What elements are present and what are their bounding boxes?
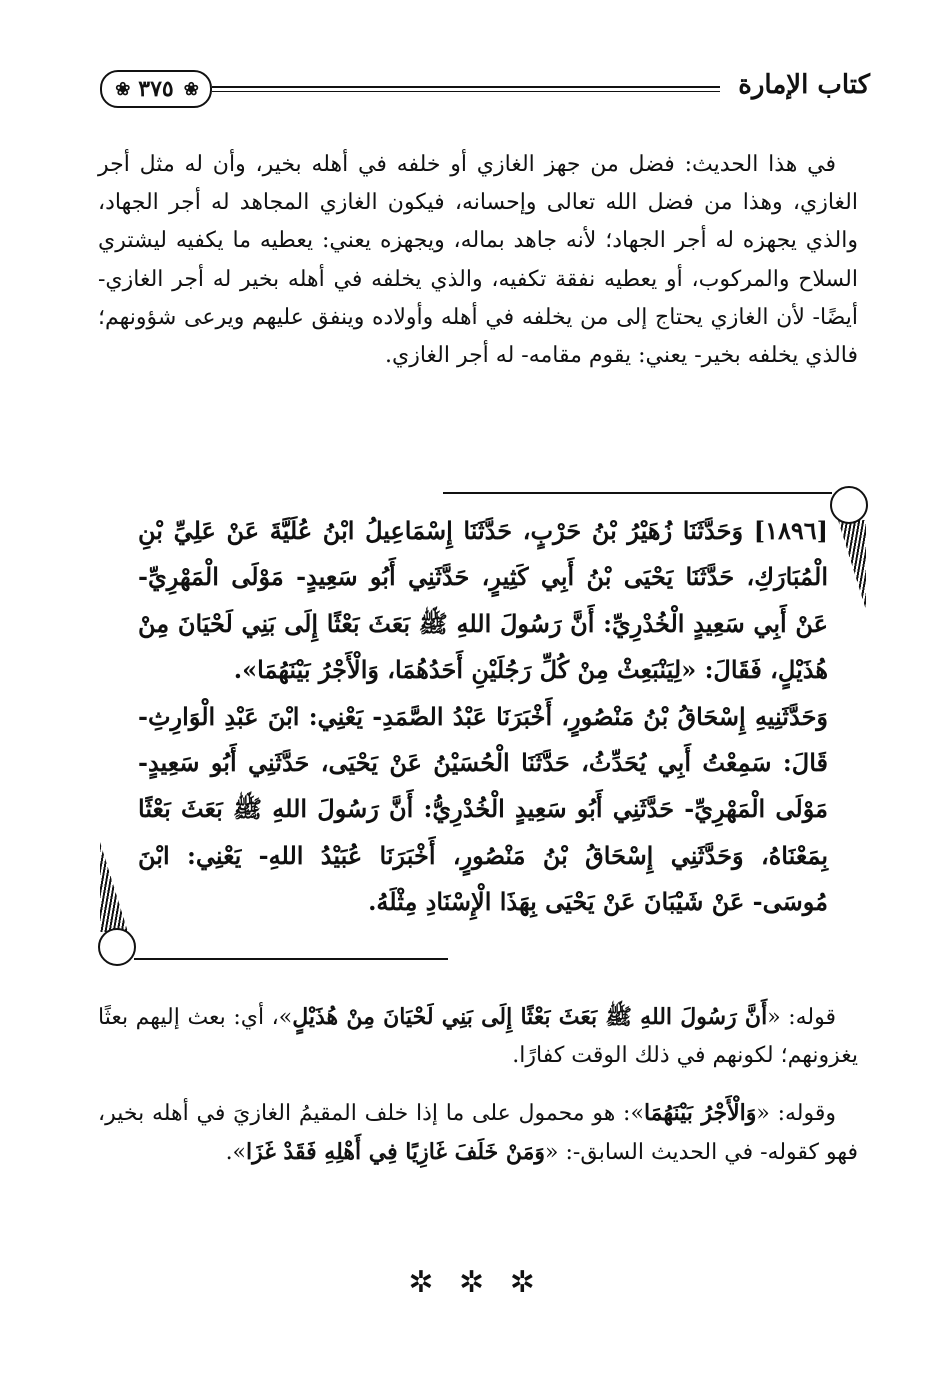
flower-ornament-icon: ❀: [115, 78, 131, 100]
hadith-secondary-chain: وَحَدَّثَنِيهِ إِسْحَاقُ بْنُ مَنْصُورٍ، أَخْبَرَنَا عَبْدُ الصَّمَدِ- يَعْنِي: ابْنَ عَبْدِ الْوَارِثِ- قَالَ: سَمِعْتُ أَبِي يُحَدِّثُ، حَدَّثَنَا الْحُسَيْنُ عَنْ يَحْيَى، حَدَّثَنِي أَبُو سَعِيدٍ- مَوْلَى الْمَهْرِيِّ- حَدَّثَنِي أَبُو سَعِيدٍ الْخُدْرِيُّ: أَنَّ رَسُولَ اللهِ ﷺ بَعَثَ بَعْثًا بِمَعْنَاهُ، وَحَدَّثَنِي إِسْحَاقُ بْنُ مَنْصُورٍ، أَخْبَرَنَا عُبَيْدُ اللهِ- يَعْنِي: ابْنَ مُوسَى- عَنْ شَيْبَانَ عَنْ يَحْيَى بِهَذَا الْإِسْنَادِ مِثْلَهُ.: [138, 701, 828, 917]
section-end-stars: ✲ ✲ ✲: [408, 1265, 543, 1300]
text-segment: قوله: «: [767, 1005, 837, 1030]
frame-bottom-line: [134, 958, 448, 960]
text-segment: وقوله: «: [756, 1101, 836, 1126]
page-number-box: [100, 70, 212, 108]
corner-fan-ornament: [100, 842, 128, 932]
hadith-box: [98, 486, 868, 966]
header-rule: [212, 86, 720, 92]
commentary-paragraph: [98, 1094, 858, 1172]
page-number: ٣٧٥: [138, 76, 174, 102]
text-segment: ».: [225, 1140, 247, 1166]
corner-circle-ornament: [98, 928, 136, 966]
corner-circle-ornament: [830, 486, 868, 524]
quoted-hadith: وَالْأَجْرُ بَيْنَهُمَا: [643, 1100, 757, 1126]
hadith-main: [١٨٩٦] وَحَدَّثَنَا زُهَيْرُ بْنُ حَرْبٍ، حَدَّثَنَا إِسْمَاعِيلُ ابْنُ عُلَيَّةَ عَنْ عَلِيِّ بْنِ الْمُبَارَكِ، حَدَّثَنَا يَحْيَى بْنُ أَبِي كَثِيرٍ، حَدَّثَنِي أَبُو سَعِيدٍ- مَوْلَى الْمَهْرِيِّ- عَنْ أَبِي سَعِيدٍ الْخُدْرِيِّ: أَنَّ رَسُولَ اللهِ ﷺ بَعَثَ بَعْثًا إِلَى بَنِي لَحْيَانَ مِنْ هُذَيْلٍ، فَقَالَ: «لِيَنْبَعِثْ مِنْ كُلِّ رَجُلَيْنِ أَحَدُهُمَا، وَالْأَجْرُ بَيْنَهُمَا».: [138, 516, 828, 685]
quoted-hadith: وَمَنْ خَلَفَ غَازِيًا فِي أَهْلِهِ فَقَدْ غَزَا: [246, 1139, 546, 1166]
corner-fan-ornament: [838, 520, 866, 610]
text-segment: »: هو محمول على ما إذا خلف المقيمُ الغازيَ في أهله بخير، فهو كقوله- في الحديث السابق-: «: [98, 1101, 858, 1166]
commentary-paragraph: [98, 998, 858, 1075]
hadith-text: [138, 508, 828, 926]
quoted-hadith: أَنَّ رَسُولَ اللهِ ﷺ بَعَثَ بَعْثًا إِلَى بَنِي لَحْيَانَ مِنْ هُذَيْلٍ: [292, 1004, 768, 1030]
frame-top-line: [443, 492, 832, 494]
page-header: [100, 66, 870, 114]
commentary-paragraph: في هذا الحديث: فضل من جهز الغازي أو خلفه في أهله بخير، وأن له مثل أجر الغازي، وهذا من فضل الله تعالى وإحسانه، فيكون الغازي المجاهد له أجر الجهاد، والذي يجهزه له أجر الجهاد؛ لأنه جاهد بماله، ويجهزه يعني: يعطيه ما يكفيه ليشتري السلاح والمركوب، أو يعطيه نفقة تكفيه، والذي يخلفه في أهله بخير له أجر الغازي- أيضًا- لأن الغازي يحتاج إلى من يخلفه في أهله وأولاده وينفق عليهم ويرعى شؤونهم؛ فالذي يخلفه بخير- يعني: يقوم مقامه- له أجر الغازي.: [98, 152, 858, 369]
text-segment: »، أي: بعث إليهم بعثًا يغزونهم؛ لكونهم في ذلك الوقت كفارًا.: [98, 1005, 858, 1069]
flower-ornament-icon: ❀: [183, 78, 199, 100]
book-title: كتاب الإمارة: [738, 70, 870, 100]
